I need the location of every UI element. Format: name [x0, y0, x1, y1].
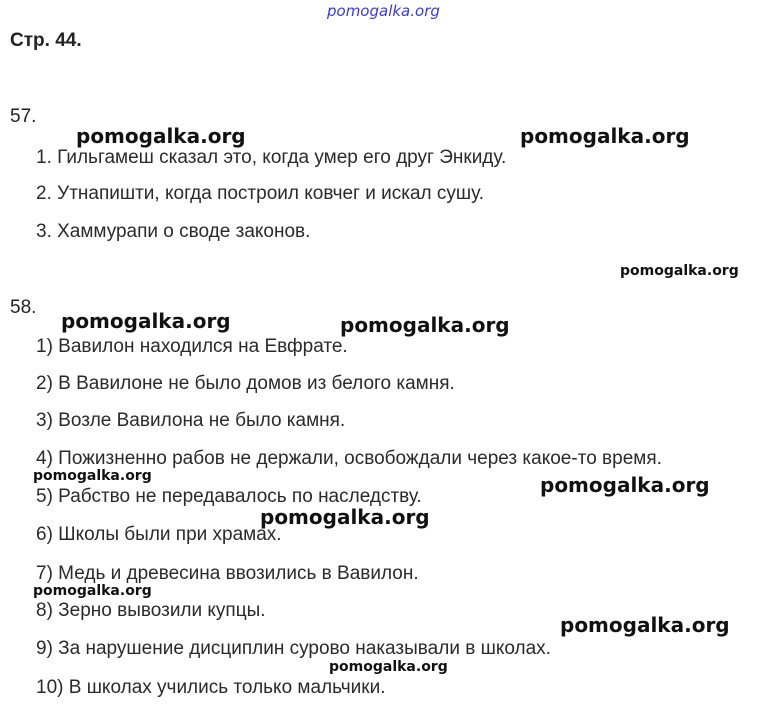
watermark: pomogalka.org: [329, 659, 448, 675]
page-title: Стр. 44.: [10, 30, 82, 51]
watermark: pomogalka.org: [76, 124, 246, 148]
task-58-item-5: 5) Рабство не передавалось по наследству.: [36, 486, 422, 507]
watermark: pomogalka.org: [260, 505, 430, 529]
task-57-item-1: 1. Гильгамеш сказал это, когда умер его друг Энкиду.: [36, 147, 507, 168]
watermark: pomogalka.org: [620, 263, 739, 279]
task-58-item-2: 2) В Вавилоне не было домов из белого камня.: [36, 373, 455, 394]
task-58-item-3: 3) Возле Вавилона не было камня.: [36, 410, 346, 431]
watermark: pomogalka.org: [33, 583, 152, 599]
task-57-item-2: 2. Утнапишти, когда построил ковчег и искал сушу.: [36, 183, 485, 204]
task-57-item-3: 3. Хаммурапи о своде законов.: [36, 221, 311, 242]
watermark: pomogalka.org: [61, 309, 231, 333]
task-58-item-10: 10) В школах учились только мальчики.: [36, 677, 386, 698]
watermark: pomogalka.org: [520, 124, 690, 148]
task-58-number: 58.: [10, 297, 37, 318]
task-58-item-7: 7) Медь и древесина ввозились в Вавилон.: [36, 563, 419, 584]
task-58-item-6: 6) Школы были при храмах.: [36, 524, 282, 545]
task-58-item-4: 4) Пожизненно рабов не держали, освобождали через какое-то время.: [36, 448, 662, 469]
task-58-item-9: 9) За нарушение дисциплин сурово наказывали в школах.: [36, 638, 551, 659]
watermark: pomogalka.org: [340, 313, 510, 337]
task-57-number: 57.: [10, 106, 37, 127]
watermark: pomogalka.org: [33, 468, 152, 484]
watermark: pomogalka.org: [540, 473, 710, 497]
task-58-item-1: 1) Вавилон находился на Евфрате.: [36, 336, 348, 357]
task-58-item-8: 8) Зерно вывозили купцы.: [36, 600, 266, 621]
watermark-top: pomogalka.org: [327, 2, 440, 20]
watermark: pomogalka.org: [560, 613, 730, 637]
